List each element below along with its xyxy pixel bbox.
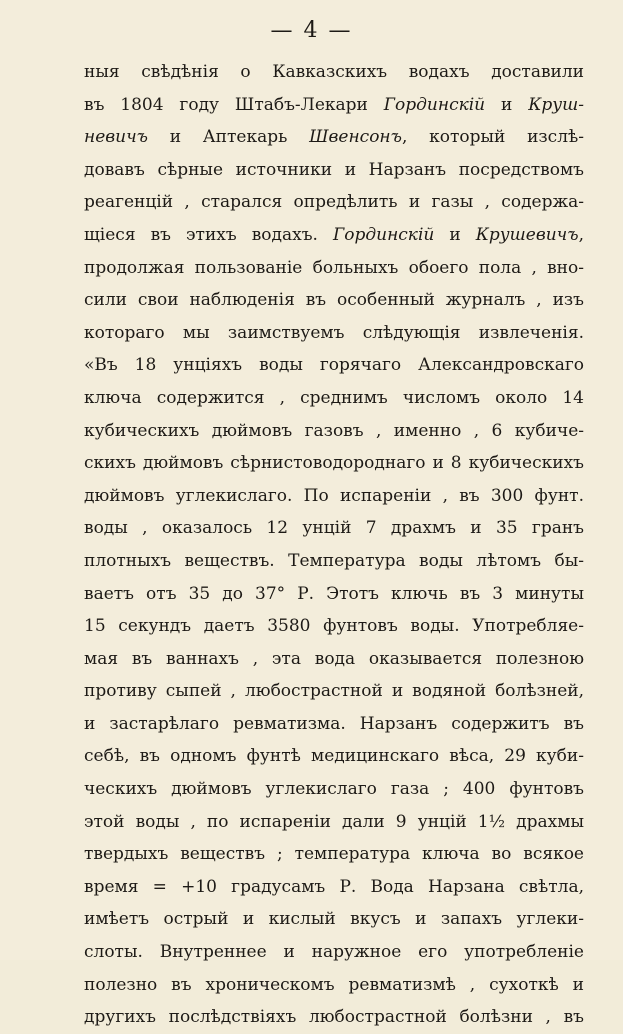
text-line: котораго мы заимствуемъ слѣдующія извлеченія. — [84, 322, 584, 343]
text-line: скихъ дюймовъ сѣрнистоводороднаго и 8 кубическихъ — [84, 453, 584, 474]
text-line: полезно въ хроническомъ ревматизмѣ , сухоткѣ и — [84, 974, 584, 995]
text-line: «Въ 18 унціяхъ воды горячаго Александровскаго — [84, 355, 584, 376]
text-line: мая въ ваннахъ , эта вода оказывается полезною — [84, 648, 584, 669]
text-line: твердыхъ веществъ ; температура ключа во всякое — [84, 844, 584, 865]
text-line: 15 секундъ даетъ 3580 фунтовъ воды. Употребляе- — [84, 616, 584, 637]
text-line: довавъ сѣрные источники и Нарзанъ посредствомъ — [84, 159, 584, 180]
text-line: ныя свѣдѣнія о Кавказскихъ водахъ доставили — [84, 62, 584, 82]
text-line: плотныхъ веществъ. Температура воды лѣтомъ бы- — [84, 550, 584, 571]
italic-name: Гординскій — [332, 224, 435, 245]
text-line: продолжая пользованіе больныхъ обоего пола , вно- — [84, 257, 584, 278]
text-line: въ 1804 году Штабъ-Лекари Гординскій и Круш- — [84, 94, 584, 115]
italic-name: Крушевичъ — [475, 224, 579, 245]
text-line: слоты. Внутреннее и наружное его употребленіе — [84, 942, 584, 963]
italic-name: Гординскій — [383, 94, 486, 115]
italic-name: Круш- — [528, 94, 584, 115]
text-line: другихъ послѣдствіяхъ любострастной болѣзни , въ — [84, 1007, 584, 1028]
body-text — [84, 56, 584, 1034]
text-line: ческихъ дюймовъ углекислаго газа ; 400 фунтовъ — [84, 779, 584, 800]
text-line: противу сыпей , любострастной и водяной болѣзней, — [84, 681, 584, 702]
text-line: этой воды , по испареніи дали 9 унцій 1½ драхмы — [84, 811, 584, 832]
text-line: дюймовъ углекислаго. По испареніи , въ 300 фунт. — [84, 485, 584, 506]
text-line: щіеся въ этихъ водахъ. Гординскій и Крушевичъ, — [84, 224, 584, 245]
text-line: невичъ и Аптекарь Швенсонъ, который изслѣ- — [84, 127, 584, 148]
text-line: себѣ, въ одномъ фунтѣ медицинскаго вѣса, 29 куби- — [84, 746, 584, 767]
italic-name: невичъ — [84, 127, 149, 148]
text-line: имѣетъ острый и кислый вкусъ и запахъ углеки- — [84, 909, 584, 930]
text-line: ключа содержится , среднимъ числомъ около 14 — [84, 387, 584, 408]
text-line: сили свои наблюденія въ особенный журналъ , изъ — [84, 290, 584, 311]
italic-name: Швенсонъ — [309, 127, 402, 148]
text-line: кубическихъ дюймовъ газовъ , именно , 6 кубиче- — [84, 420, 584, 441]
text-line: и застарѣлаго ревматизма. Нарзанъ содержитъ въ — [84, 713, 584, 734]
text-line: реагенцій , старался опредѣлить и газы , содержа- — [84, 192, 584, 213]
text-line: ваетъ отъ 35 до 37° Р. Этотъ ключь въ 3 минуты — [84, 583, 584, 604]
text-line: время = +10 градусамъ Р. Вода Нарзана свѣтла, — [84, 876, 584, 897]
page-number: — 4 — — [270, 18, 353, 43]
text-line: воды , оказалось 12 унцій 7 драхмъ и 35 гранъ — [84, 518, 584, 539]
